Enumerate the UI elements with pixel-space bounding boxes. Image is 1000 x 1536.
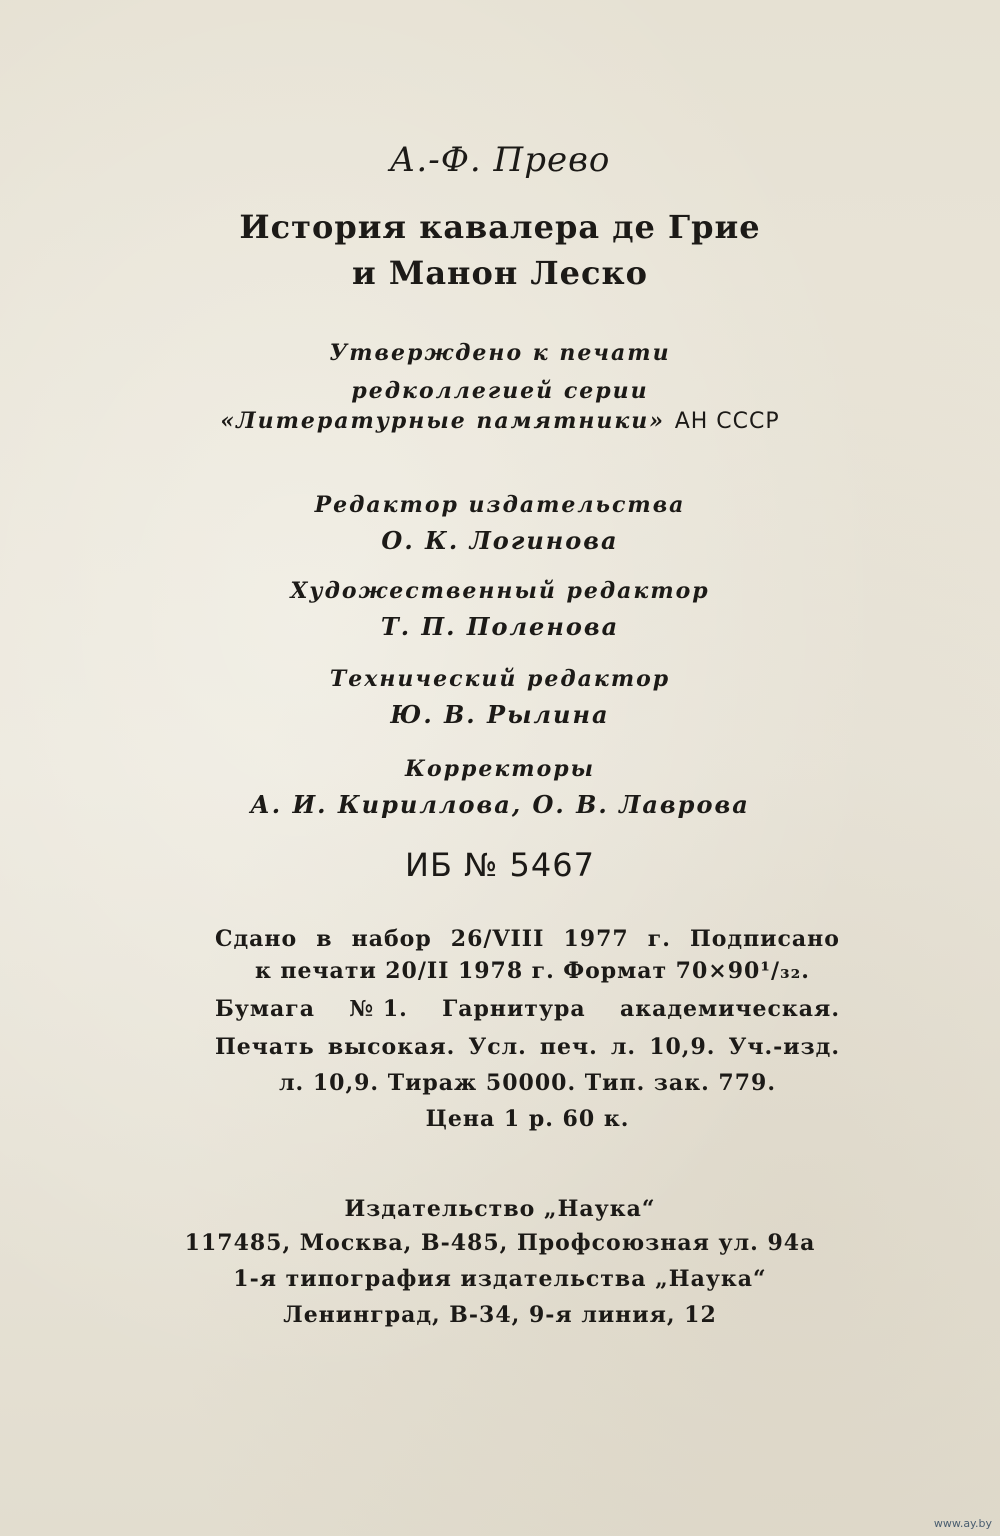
- imprint-line-5: л. 10,9. Тираж 50000. Тип. зак. 779.: [279, 1070, 776, 1096]
- series-name: «Литературные памятники»: [220, 408, 666, 434]
- imprint-word: Печать: [215, 1034, 315, 1060]
- imprint-line-2: [255, 958, 810, 984]
- imprint-word: Подписано: [689, 926, 840, 952]
- imprint-line-4: [215, 1034, 840, 1060]
- author-name: А.-Ф. Прево: [389, 140, 611, 180]
- credit-role-art-editor: Художественный редактор: [290, 578, 710, 604]
- imprint-word: Усл.: [468, 1034, 527, 1060]
- imprint-word: Формат: [563, 958, 668, 984]
- credit-name-art-editor: Т. П. Поленова: [380, 612, 620, 641]
- book-title-line-2: и Манон Леско: [352, 254, 648, 292]
- imprint-word: Сдано: [215, 926, 298, 952]
- imprint-word: 70×90¹/₃₂.: [675, 958, 810, 984]
- printing-house-address: Ленинград, В-34, 9-я линия, 12: [283, 1302, 717, 1328]
- imprint-line-3: [215, 996, 840, 1022]
- publisher-name: Издательство „Наука“: [344, 1196, 656, 1222]
- credit-role-tech-editor: Технический редактор: [329, 666, 671, 692]
- imprint-word: академическая.: [619, 996, 840, 1022]
- publisher-address: 117485, Москва, В-485, Профсоюзная ул. 94а: [184, 1230, 816, 1256]
- price-line: Цена 1 р. 60 к.: [425, 1106, 630, 1132]
- imprint-word: Уч.-изд.: [728, 1034, 840, 1060]
- imprint-word: 26/VIII: [450, 926, 545, 952]
- imprint-word: Гарнитура: [442, 996, 586, 1022]
- imprint-line-1: [215, 926, 840, 952]
- site-watermark: www.ay.by: [933, 1517, 992, 1530]
- imprint-word: 1977: [563, 926, 629, 952]
- approval-line-1: Утверждено к печати: [329, 340, 671, 366]
- imprint-word: в: [316, 926, 333, 952]
- credit-name-publisher-editor: О. К. Логинова: [381, 526, 619, 555]
- imprint-word: 20/II: [385, 958, 450, 984]
- credit-role-proofreaders: Корректоры: [404, 756, 596, 782]
- imprint-word: печати: [280, 958, 377, 984]
- imprint-word: печ.: [539, 1034, 598, 1060]
- credit-name-proofreaders: А. И. Кириллова, О. В. Лаврова: [250, 790, 750, 819]
- credit-role-publisher-editor: Редактор издательства: [314, 492, 686, 518]
- imprint-word: г.: [647, 926, 671, 952]
- approval-line-3: [0, 408, 1000, 434]
- imprint-word: г.: [531, 958, 555, 984]
- academy-name: АН СССР: [674, 409, 780, 434]
- imprint-word: набор: [351, 926, 432, 952]
- imprint-word: № 1.: [349, 996, 408, 1022]
- imprint-word: л.: [610, 1034, 637, 1060]
- imprint-word: к: [255, 958, 272, 984]
- imprint-word: высокая.: [327, 1034, 456, 1060]
- printing-house-name: 1-я типография издательства „Наука“: [233, 1266, 767, 1292]
- credit-name-tech-editor: Ю. В. Рылина: [390, 700, 610, 729]
- imprint-word: 1978: [457, 958, 524, 984]
- imprint-word: Бумага: [215, 996, 315, 1022]
- approval-line-2: редколлегией серии: [351, 378, 649, 404]
- ib-number: ИБ № 5467: [405, 846, 595, 884]
- imprint-word: 10,9.: [649, 1034, 716, 1060]
- book-title-line-1: История кавалера де Грие: [239, 208, 761, 246]
